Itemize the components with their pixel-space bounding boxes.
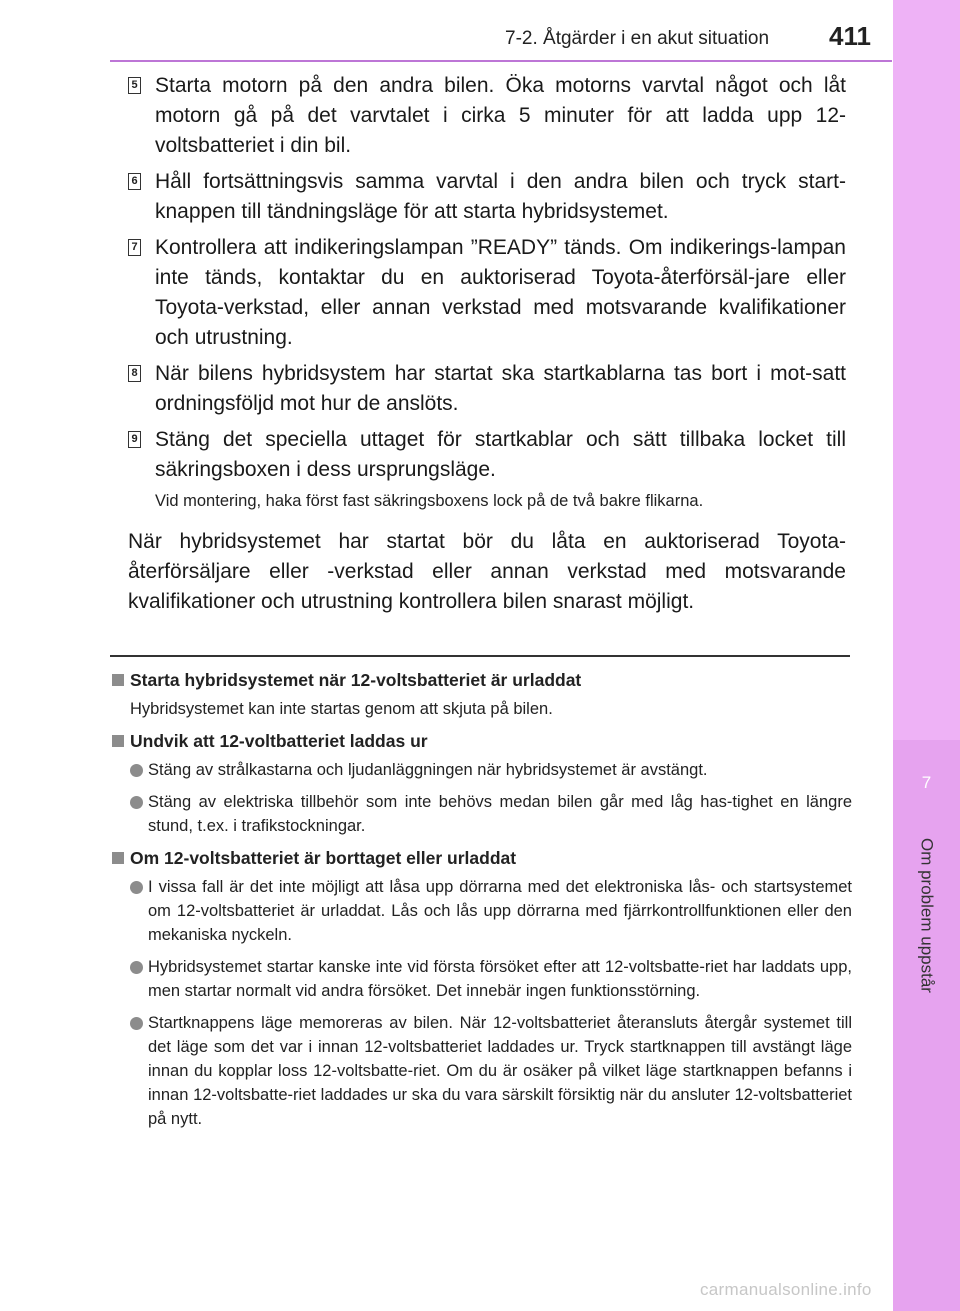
circle-bullet-icon: [130, 796, 143, 809]
step-8: [128, 359, 846, 419]
info-heading-start-hybrid: [110, 668, 852, 693]
bullet-item: [110, 875, 852, 947]
step-text: Håll fortsättningsvis samma varvtal i den andra bilen och tryck start-knappen till tändningsläge för att starta hybridsystemet.: [155, 170, 846, 223]
circle-bullet-icon: [130, 764, 143, 777]
step-7: [128, 233, 846, 353]
step-text: Stäng det speciella uttaget för startkablar och sätt tillbaka locket till säkringsboxen i dess ursprungsläge.: [155, 428, 846, 481]
step-number-badge: 5: [128, 77, 141, 94]
step-number-badge: 6: [128, 173, 141, 190]
chapter-number: 7: [921, 773, 932, 792]
info-heading-text: Undvik att 12-voltbatteriet laddas ur: [130, 731, 428, 751]
step-number-badge: 7: [128, 239, 141, 256]
circle-bullet-icon: [130, 961, 143, 974]
page-number: 411: [829, 21, 871, 51]
step-text: Kontrollera att indikeringslampan ”READY” tänds. Om indikerings-lampan inte tänds, kontaktar du en auktoriserad Toyota-återförsäl-jare eller Toyota-verkstad, eller annan verkstad med motsvarande kvalifikationer och utrustning.: [155, 236, 846, 349]
step-number-badge: 8: [128, 365, 141, 382]
step-5: [128, 71, 846, 161]
header-rule: [110, 60, 892, 62]
bullet-text: Startknappens läge memoreras av bilen. När 12-voltsbatteriet återansluts återgår systemet till det läge som det var i innan 12-voltsbatteriet laddades ur. Tryck startknappen till avstängt läge innan du kopplar loss 12-voltsbatte-riet. Om du är osäker på vilket läge startknappen befanns i innan 12-voltsbatte-riet laddades ur ska du vara särskilt försiktig när du ansluter 12-voltsbatteriet på nytt.: [148, 1014, 852, 1128]
bullet-text: Stäng av strålkastarna och ljudanläggningen när hybridsystemet är avstängt.: [148, 761, 708, 779]
step-list: [128, 71, 846, 617]
step-text: Starta motorn på den andra bilen. Öka motorns varvtal något och låt motorn gå på det varvtalet i cirka 5 minuter för att ladda upp 12-voltsbatteriet i din bil.: [155, 74, 846, 157]
section-divider: [110, 655, 850, 657]
bullet-text: Stäng av elektriska tillbehör som inte behövs medan bilen går med låg has-tighet en längre stund, t.ex. i trafikstockningar.: [148, 793, 852, 835]
info-heading-avoid-discharge: [110, 729, 852, 754]
bullet-item: [110, 790, 852, 838]
bullet-item: [110, 955, 852, 1003]
info-heading-battery-removed: [110, 846, 852, 871]
circle-bullet-icon: [130, 881, 143, 894]
info-text: Hybridsystemet kan inte startas genom att skjuta på bilen.: [130, 700, 553, 718]
square-bullet-icon: [112, 852, 124, 864]
chapter-title: Om problem uppstår: [917, 838, 937, 993]
bullet-text: I vissa fall är det inte möjligt att låsa upp dörrarna med det elektroniska lås- och startsystemet om 12-voltsbatteriet är urladdat. Lås och lås upp dörrarna med fjärrkontrollfunktionen eller den mekaniska nyckeln.: [148, 878, 852, 944]
info-heading-text: Starta hybridsystemet när 12-voltsbatteriet är urladdat: [130, 670, 582, 690]
bullet-item: [110, 1011, 852, 1131]
step-number-badge: 9: [128, 431, 141, 448]
section-title: 7-2. Åtgärder i en akut situation: [505, 28, 770, 49]
step-text: När bilens hybridsystem har startat ska startkablarna tas bort i mot-satt ordningsföljd mot hur de anslöts.: [155, 362, 846, 415]
square-bullet-icon: [112, 735, 124, 747]
chapter-title-wrap: [893, 838, 960, 1028]
step-9: [128, 425, 846, 485]
step-6: [128, 167, 846, 227]
step-9-note: Vid montering, haka först fast säkringsboxens lock på de två bakre flikarna.: [155, 492, 704, 510]
circle-bullet-icon: [130, 1017, 143, 1030]
info-heading-text: Om 12-voltsbatteriet är borttaget eller urladdat: [130, 848, 517, 868]
square-bullet-icon: [112, 674, 124, 686]
info-sections: [110, 668, 852, 1139]
bullet-item: [110, 758, 852, 782]
summary-paragraph: När hybridsystemet har startat bör du låta en auktoriserad Toyota-återförsäljare eller -verkstad eller annan verkstad med motsvarande kvalifikationer och utrustning kontrollera bilen snarast möjligt.: [128, 530, 846, 613]
bullet-text: Hybridsystemet startar kanske inte vid första försöket efter att 12-voltsbatte-riet har laddats upp, men startar normalt vid andra försöket. Det innebär ingen funktionsstörning.: [148, 958, 852, 1000]
watermark: carmanualsonline.info: [700, 1280, 872, 1299]
